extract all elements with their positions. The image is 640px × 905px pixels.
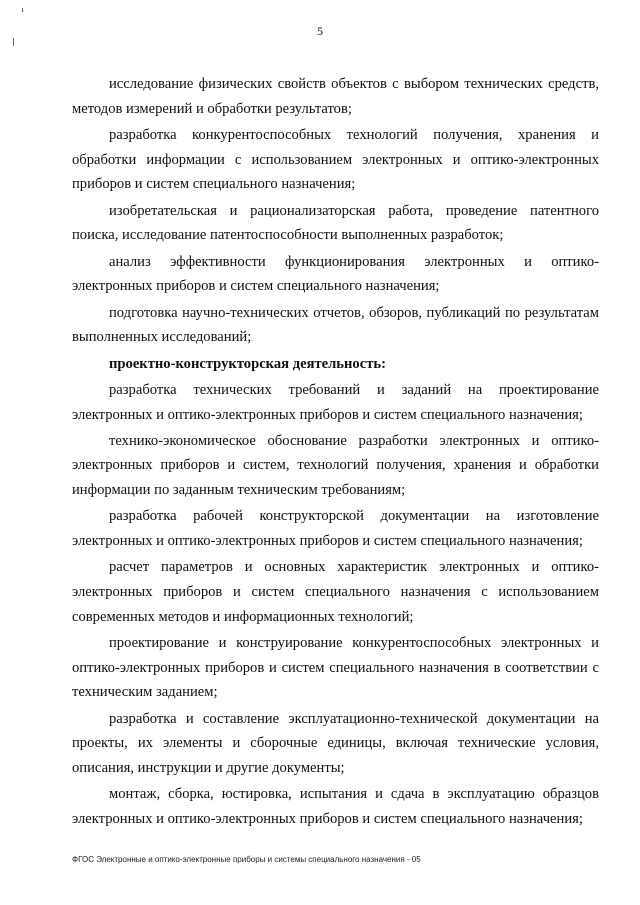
paragraph: подготовка научно-технических отчетов, обзоров, публикаций по результатам выполненных исследований; [72, 304, 599, 346]
paragraph: разработка рабочей конструкторской документации на изготовление электронных и оптико-электронных приборов и систем специального назначения; [72, 508, 599, 550]
document-body [72, 72, 599, 833]
page-footer: ФГОС Электронные и оптико-электронные приборы и системы специального назначения - 05 [72, 855, 421, 864]
scan-mark [22, 8, 23, 12]
paragraph: исследование физических свойств объектов с выбором технических средств, методов измерений и обработки результатов; [72, 76, 599, 117]
page-number: 5 [317, 24, 323, 38]
paragraph: разработка технических требований и заданий на проектирование электронных и оптико-электронных приборов и систем специального назначения; [72, 381, 599, 423]
paragraph: изобретательская и рационализаторская работа, проведение патентного поиска, исследование патентоспособности выполненных разработок; [72, 202, 599, 244]
paragraph: технико-экономическое обоснование разработки электронных и оптико-электронных приборов и систем, технологий получения, хранения и обработки информации по заданным техническим требованиям; [72, 432, 599, 499]
paragraph: расчет параметров и основных характеристик электронных и оптико-электронных приборов и систем специального назначения с использованием современных методов и информационных технологий; [72, 559, 599, 625]
paragraph: разработка конкурентоспособных технологий получения, хранения и обработки информации с использованием электронных и оптико-электронных приборов и систем специального назначения; [72, 126, 599, 193]
paragraph: разработка и составление эксплуатационно-технической документации на проекты, их элементы и сборочные единицы, включая технические условия, описания, инструкции и другие документы; [72, 710, 599, 776]
paragraph: монтаж, сборка, юстировка, испытания и сдача в эксплуатацию образцов электронных и оптико-электронных приборов и систем специального назначения; [72, 786, 599, 827]
paragraph: анализ эффективности функционирования электронных и оптико-электронных приборов и систем специального назначения; [72, 253, 599, 295]
scan-mark [13, 38, 14, 46]
paragraph: проектирование и конструирование конкурентоспособных электронных и оптико-электронных приборов и систем специального назначения в соответствии с техническим заданием; [72, 635, 599, 701]
section-heading: проектно-конструкторская деятельность: [109, 355, 386, 372]
